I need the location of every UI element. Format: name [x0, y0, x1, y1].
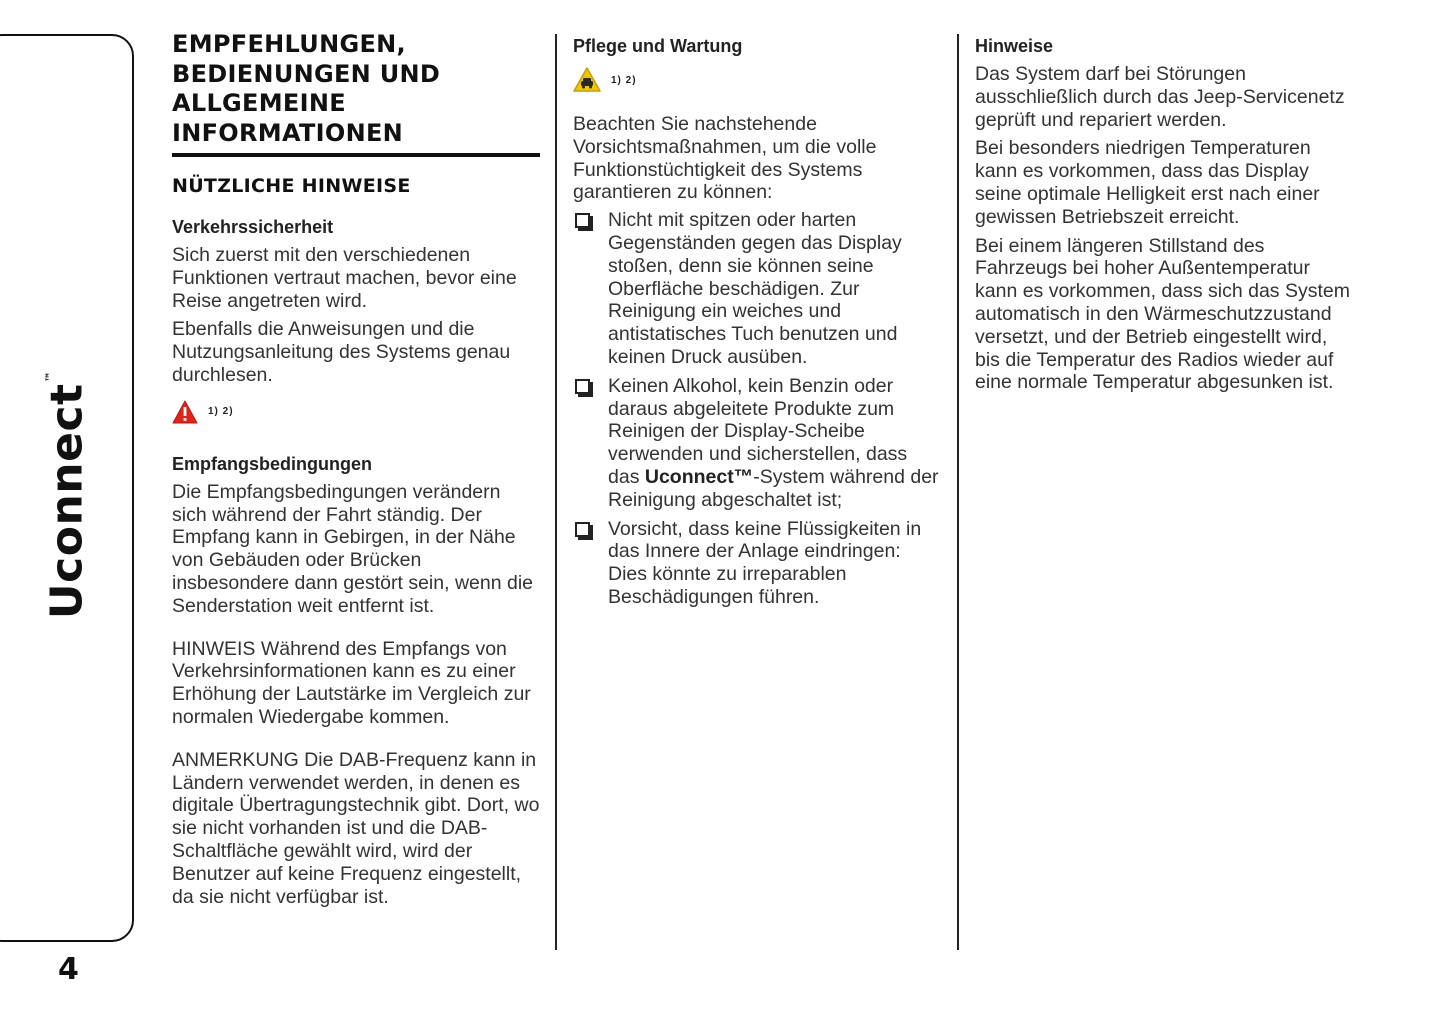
- list-item: Keinen Alkohol, kein Benzin oder daraus abgeleitete Produkte zum Reinigen der Display-Scheibe verwenden und sicherstellen, dass das Uconnect™-System während der Reinigung abgeschaltet ist;: [573, 375, 941, 512]
- notes-p2: Bei besonders niedrigen Temperaturen kann es vorkommen, dass das Display seine optimale Helligkeit erst nach einer gewissen Betriebszeit erreicht.: [975, 137, 1320, 228]
- warning-reference: [172, 397, 540, 427]
- traffic-safety-title: Verkehrssicherheit: [172, 217, 334, 237]
- reference-numbers: 1) 2): [208, 406, 234, 418]
- reception-hinweis: HINWEIS Während des Empfangs von Verkehrsinformationen kann es zu einer Erhöhung der Lautstärke im Vergleich zur normalen Wiedergabe kommen.: [172, 637, 531, 728]
- checkbox-bullet-icon: [575, 522, 590, 537]
- subsection-heading: NÜTZLICHE HINWEISE: [172, 175, 411, 197]
- column-1: [172, 30, 540, 908]
- list-item: Nicht mit spitzen oder harten Gegenständen gegen das Display stoßen, denn sie können seine Oberfläche beschädigen. Zur Reinigung ein weiches und antistatisches Tuch benutzen und keinen Druck ausüben.: [573, 209, 941, 369]
- red-warning-triangle-icon: [172, 400, 198, 424]
- care-title: Pflege und Wartung: [573, 36, 743, 56]
- checkbox-bullet-icon: [575, 213, 590, 228]
- yellow-car-caution-icon: [573, 67, 601, 93]
- reception-anmerkung: ANMERKUNG Die DAB-Frequenz kann in Ländern verwendet werden, in denen es digitale Übertragungstechnik gibt. Dort, wo sie nicht vorhanden ist und die DAB-Schaltfläche gewählt wird, wird der Benutzer auf keine Frequenz eingestellt, da sie nicht verfügbar ist.: [172, 748, 540, 908]
- reference-numbers: 1) 2): [611, 74, 637, 86]
- column-2: [573, 30, 941, 615]
- care-list: [573, 209, 941, 609]
- checkbox-bullet-icon: [575, 379, 590, 394]
- reception-title: Empfangsbedingungen: [172, 453, 372, 474]
- traffic-safety-p1: Sich zuerst mit den verschiedenen Funktionen vertraut machen, bevor eine Reise angetreten wird.: [172, 244, 517, 312]
- care-intro: Beachten Sie nachstehende Vorsichtsmaßnahmen, um die volle Funktionstüchtigkeit des Systems garantieren zu können:: [573, 113, 877, 204]
- caution-reference: [573, 65, 941, 95]
- chapter-title: Uconnect™: [41, 370, 93, 620]
- notes-p3: Bei einem längeren Stillstand des Fahrzeugs bei hoher Außentemperatur kann es vorkommen, dass sich das System automatisch in den Wärmeschutzzustand versetzt, und der Betrieb eingestellt wird, bis die Temperatur des Radios wieder auf eine normale Temperatur abgesunken ist.: [975, 234, 1350, 394]
- notes-p1: Das System darf bei Störungen ausschließlich durch das Jeep-Servicenetz geprüft und repariert werden.: [975, 63, 1345, 131]
- column-divider: [957, 34, 959, 950]
- list-item: Vorsicht, dass keine Flüssigkeiten in das Innere der Anlage eindringen: Dies könnte zu irreparablen Beschädigungen führen.: [573, 518, 941, 609]
- reception-p1: Die Empfangsbedingungen verändern sich während der Fahrt ständig. Der Empfang kann in Gebirgen, in der Nähe von Gebäuden oder Brücken insbesondere dann gestört sein, wenn die Senderstation weit entfernt ist.: [172, 480, 533, 617]
- page-number: 4: [58, 952, 79, 987]
- section-heading: EMPFEHLUNGEN, BEDIENUNGEN UND ALLGEMEINE INFORMATIONEN: [172, 30, 540, 157]
- column-3: [975, 30, 1355, 394]
- column-divider: [555, 34, 557, 950]
- notes-title: Hinweise: [975, 36, 1054, 56]
- traffic-safety-p2: Ebenfalls die Anweisungen und die Nutzungsanleitung des Systems genau durchlesen.: [172, 318, 511, 386]
